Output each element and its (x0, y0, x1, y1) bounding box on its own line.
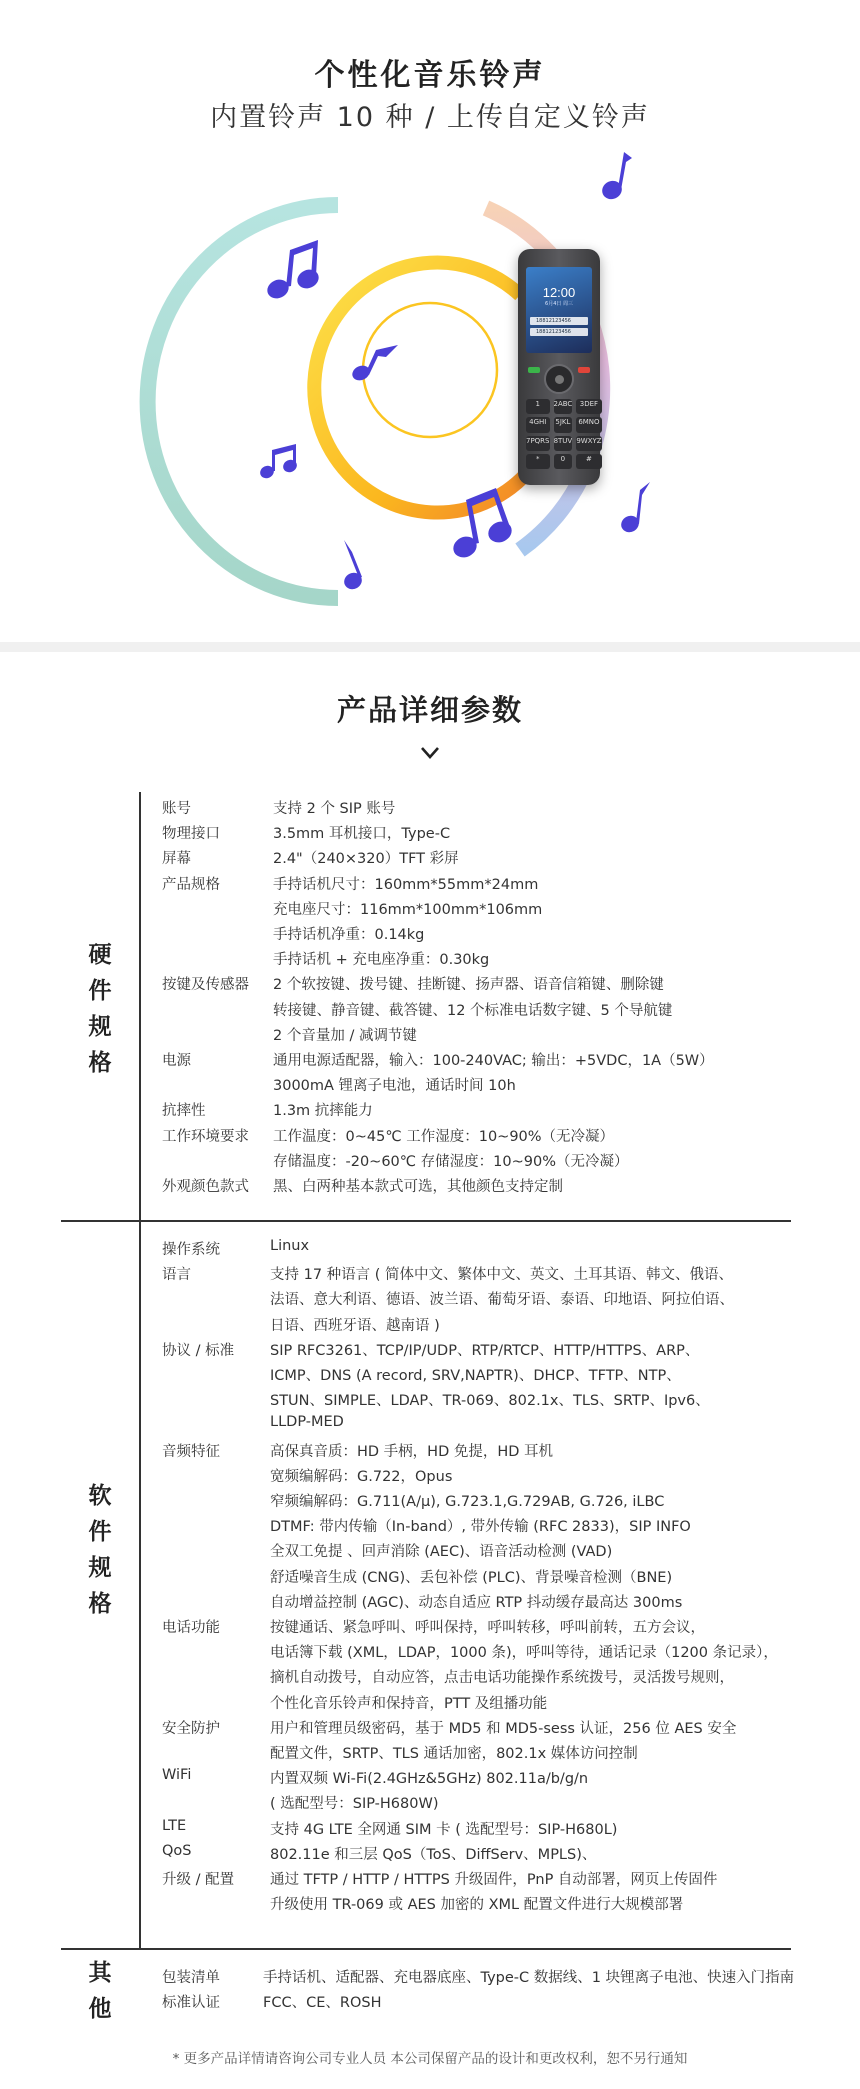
phone-key: * (526, 454, 550, 469)
table-vertical-rule (139, 792, 141, 1950)
table-divider (61, 1948, 791, 1950)
section-label-char: 格 (88, 1050, 112, 1076)
spec-key: 屏幕 (162, 851, 191, 868)
spec-heading: 产品详细参数 (336, 693, 523, 727)
section-label-char: 硬 (88, 942, 112, 968)
phone-key: 8TUV (554, 436, 573, 451)
music-note-icon (599, 152, 632, 202)
section-label-other (70, 1955, 130, 2027)
inner-ring (363, 303, 497, 437)
phone-key: 9WXYZ (576, 436, 601, 451)
spec-value: 升级使用 TR-069 或 AES 加密的 XML 配置文件进行大规模部署 (270, 1897, 684, 1914)
spec-key: 抗摔性 (162, 1103, 206, 1120)
section-label-char: 规 (88, 1014, 112, 1040)
music-note-icon (350, 345, 398, 383)
phone-key: 6MNO (576, 417, 601, 432)
spec-value: 2 个音量加 / 减调节键 (273, 1027, 417, 1044)
spec-value: 按键通话、紧急呼叫、呼叫保持，呼叫转移，呼叫前转，五方会议， (270, 1620, 705, 1636)
spec-value: 3000mA 锂离子电池，通话时间 10h (273, 1078, 516, 1095)
hero-subtitle: 内置铃声 10 种 / 上传自定义铃声 (210, 102, 650, 133)
section-label-char: 件 (88, 1519, 112, 1545)
spec-value: 充电座尺寸：116mm*100mm*106mm (273, 901, 543, 918)
spec-key: 安全防护 (162, 1720, 220, 1737)
spec-key: 包装清单 (162, 1970, 220, 1986)
spec-key: 物理接口 (162, 826, 220, 843)
spec-value: 转接键、静音键、截答键、12 个标准电话数字键、5 个导航键 (273, 1002, 673, 1019)
footer-note: * 更多产品详情请咨询公司专业人员 本公司保留产品的设计和更改权利，恕不另行通知 (172, 2051, 688, 2067)
section-label-char: 规 (88, 1555, 112, 1581)
spec-value: Linux (270, 1238, 310, 1254)
spec-value: 手持话机尺寸：160mm*55mm*24mm (273, 876, 539, 893)
music-note-icon (258, 444, 299, 480)
section-label-hardware (70, 937, 130, 1081)
spec-key: 音频特征 (162, 1443, 220, 1460)
spec-value: 全双工免提 、回声消除 (AEC)、语音活动检测 (VAD) (270, 1544, 613, 1561)
spec-key: 按键及传感器 (162, 977, 249, 994)
spec-key: 电源 (162, 1053, 191, 1069)
spec-value: 窄频编解码：G.711(A/μ), G.723.1,G.729AB, G.726, iLBC (270, 1494, 665, 1510)
end-key (578, 367, 590, 373)
spec-value: 工作温度：0~45℃ 工作湿度：10~90%（无冷凝） (273, 1128, 615, 1145)
table-divider (61, 1220, 791, 1222)
phone-keypad (526, 399, 602, 469)
spec-value: 法语、意大利语、德语、波兰语、葡萄牙语、泰语、印地语、阿拉伯语、 (270, 1292, 734, 1309)
spec-value: 配置文件，SRTP、TLS 通话加密，802.1x 媒体访问控制 (270, 1746, 638, 1762)
spec-value: 通过 TFTP / HTTP / HTTPS 升级固件，PnP 自动部署，网页上传固件 (270, 1872, 718, 1888)
spec-key: WiFi (162, 1767, 192, 1784)
spec-value: DTMF: 带内传输（In-band）, 带外传输 (RFC 2833)，SIP INFO (270, 1519, 691, 1536)
phone-key: 2ABC (554, 399, 573, 414)
spec-key: 语言 (162, 1267, 191, 1284)
call-key (528, 367, 540, 373)
spec-value: ( 选配型号：SIP-H680W) (270, 1796, 439, 1813)
spec-value: 摘机自动拨号，自动应答，点击电话功能操作系统拨号，灵活拨号规则， (270, 1670, 734, 1687)
phone-key: 7PQRS (526, 436, 550, 451)
section-label-char: 件 (88, 978, 112, 1004)
spec-value: 手持话机净重：0.14kg (273, 927, 425, 943)
spec-value: 支持 4G LTE 全网通 SIM 卡 ( 选配型号：SIP-H680L) (270, 1821, 618, 1838)
spec-value: 手持话机 + 充电座净重：0.30kg (273, 952, 490, 969)
spec-key: 工作环境要求 (162, 1128, 249, 1145)
spec-key: 电话功能 (162, 1620, 220, 1636)
spec-key: 账号 (162, 801, 191, 817)
spec-value: ICMP、DNS (A record, SRV,NAPTR)、DHCP、TFTP、NTP、 (270, 1368, 681, 1384)
nav-pad (544, 364, 574, 394)
hero-title: 个性化音乐铃声 (314, 58, 546, 93)
hero-section (0, 0, 860, 642)
phone-number-row: 18812123456 (530, 328, 588, 336)
spec-key: QoS (162, 1842, 192, 1859)
spec-value: 个性化音乐铃声和保持音，PTT 及组播功能 (270, 1695, 548, 1712)
music-note-icon (618, 482, 650, 535)
spec-value: STUN、SIMPLE、LDAP、TR-069、802.1x、TLS、SRTP、Ipv6、 (270, 1393, 710, 1410)
spec-key: 标准认证 (162, 1995, 220, 2012)
music-note-icon (341, 540, 364, 592)
spec-value: 支持 17 种语言 ( 简体中文、繁体中文、英文、土耳其语、韩文、俄语、 (270, 1267, 734, 1284)
spec-key: 协议 / 标准 (162, 1342, 235, 1359)
spec-key: 操作系统 (162, 1242, 220, 1258)
spec-value: 存储温度：-20~60℃ 存储湿度：10~90%（无冷凝） (273, 1153, 629, 1170)
section-label-software (70, 1478, 130, 1622)
spec-value: 舒适噪音生成 (CNG)、丢包补偿 (PLC)、背景噪音检测（BNE) (270, 1569, 673, 1586)
phone-time: 12:00 (542, 285, 576, 300)
spec-value: 用户和管理员级密码，基于 MD5 和 MD5-sess 认证，256 位 AES 安全 (270, 1720, 737, 1737)
spec-value: 电话簿下载 (XML，LDAP，1000 条)，呼叫等待，通话记录（1200 条记录）， (270, 1645, 778, 1662)
phone-key: 0 (554, 454, 573, 469)
spec-value: 通用电源适配器，输入：100-240VAC; 输出：+5VDC，1A（5W） (273, 1053, 714, 1069)
phone-image (518, 249, 600, 485)
spec-value: 支持 2 个 SIP 账号 (273, 801, 396, 817)
spec-value: 内置双频 Wi-Fi(2.4GHz&5GHz) 802.11a/b/g/n (270, 1771, 589, 1788)
section-divider (0, 642, 860, 652)
phone-date: 6月4日 周三 (545, 301, 573, 307)
spec-value: 手持话机、适配器、充电器底座、Type-C 数据线、1 块锂离子电池、快速入门指南 (263, 1970, 795, 1986)
phone-key: 4GHI (526, 417, 550, 432)
spec-key: 升级 / 配置 (162, 1872, 235, 1888)
spec-value: 高保真音质：HD 手柄，HD 免提，HD 耳机 (270, 1443, 554, 1460)
spec-value: 日语、西班牙语、越南语 ) (270, 1317, 440, 1334)
spec-value: 802.11e 和三层 QoS（ToS、DiffServ、MPLS)、 (270, 1846, 597, 1863)
phone-number-row: 18812123456 (530, 317, 588, 325)
spec-value: 黑、白两种基本款式可选，其他颜色支持定制 (273, 1179, 563, 1195)
phone-key: 5JKL (554, 417, 573, 432)
phone-key: # (576, 454, 601, 469)
spec-value: 宽频编解码：G.722，Opus (270, 1468, 453, 1485)
phone-key: 1 (526, 399, 550, 414)
section-label-char: 其 (88, 1960, 112, 1986)
spec-key: LTE (162, 1817, 187, 1834)
section-label-char: 软 (88, 1483, 112, 1509)
spec-value: 3.5mm 耳机接口，Type-C (273, 826, 451, 843)
spec-key: 外观颜色款式 (162, 1179, 249, 1195)
section-label-char: 他 (88, 1996, 112, 2022)
phone-key: 3DEF (576, 399, 601, 414)
spec-value: 2.4"（240×320）TFT 彩屏 (273, 851, 459, 868)
phone-screen (526, 267, 592, 353)
spec-value: 自动增益控制 (AGC)、动态自适应 RTP 抖动缓存最高达 300ms (270, 1594, 683, 1611)
spec-value: LLDP-MED (270, 1414, 344, 1431)
spec-value: SIP RFC3261、TCP/IP/UDP、RTP/RTCP、HTTP/HTTPS、ARP、 (270, 1342, 700, 1359)
spec-value: FCC、CE、ROSH (263, 1995, 382, 2012)
chevron-down-icon (419, 744, 441, 762)
spec-value: 2 个软按键、拨号键、挂断键、扬声器、语音信箱键、删除键 (273, 977, 664, 994)
music-note-icon (264, 240, 322, 302)
spec-key: 产品规格 (162, 876, 220, 893)
section-label-char: 格 (88, 1591, 112, 1617)
spec-value: 1.3m 抗摔能力 (273, 1103, 373, 1120)
